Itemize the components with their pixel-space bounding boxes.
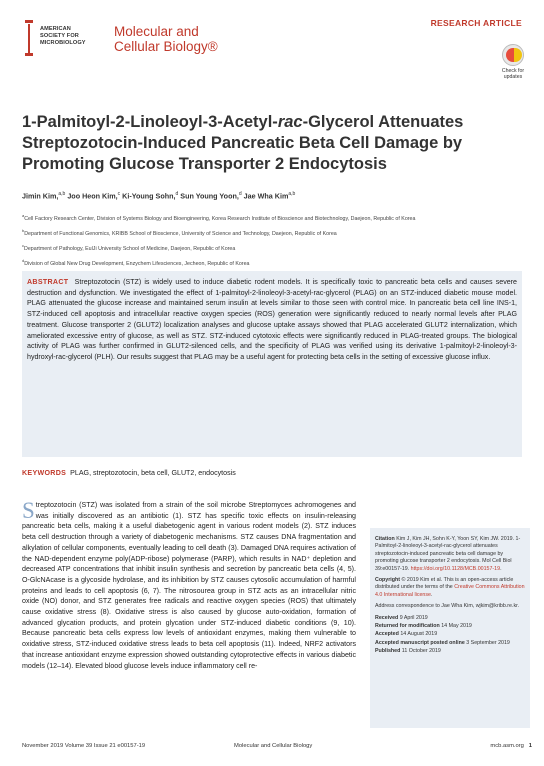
issue-info: November 2019 Volume 39 Issue 21 e00157-19 — [22, 743, 146, 749]
society-name: AMERICAN SOCIETY FOR MICROBIOLOGY — [40, 26, 86, 46]
journal-logo — [22, 20, 242, 64]
keywords-label: KEYWORDS — [22, 469, 67, 477]
body-text — [22, 500, 356, 671]
journal-name: Molecular and Cellular Biology® — [114, 24, 218, 54]
abstract-label: ABSTRACT — [27, 278, 69, 286]
site-link[interactable]: mcb.asm.org — [490, 743, 524, 749]
article-title: 1-Palmitoyl-2-Linoleoyl-3-Acetyl-rac-Glycerol Attenuates Streptozotocin-Induced Pancreatic Beta Cell Damage by Promoting Glucose Transporter 2 Endocytosis — [22, 113, 464, 173]
citation-sidebar — [370, 528, 530, 728]
keywords — [22, 469, 522, 477]
body-paragraph: treptozotocin (STZ) was isolated from a strain of the soil microbe Streptomyces achromogenes and was initially discovered as an antibiotic (1). STZ has specific toxic effects on insulin-releasing pancreatic beta cells, making it a useful diabetogenic agent in various rodent models (2). STZ induces beta cell destruction through a variety of diabetogenic mechanisms. STZ causes DNA fragmentation and alkylation of cellular components, eventually leading to cell death (3). Damaged DNA requires activation of the NAD-dependent enzyme poly(ADP-ribose) polymerase (PARP), which results in NAD⁺ depletion and decreased ATP concentrations that inhibit insulin synthesis and secretion by pancreatic beta cells (4, 5). O-GlcNAcase is a glycoside hydrolase, and its inhibition by STZ causes cytosolic accumulation of harmful proteins and leads to cell apoptosis (6, 7). The nitrosourea group in STZ acts as an intracellular nitric oxide (NO) donor, and STZ generates free radicals and reactive oxygen species (ROS) that ultimately cause oxidative stress (8). Oxidative stress is also caused by glucose auto-oxidation, formation of advanced glycation products, and protein glycation under STZ-induced diabetic conditions (9, 10). Because pancreatic beta cells express low levels of antioxidant enzymes, making them vulnerable to oxidative stress, STZ-induced oxidative stress leads to beta cell apoptosis (11). Indeed, NRF2 activators that increase antioxidant enzyme expression showed outstanding cytoprotective effects in various diabetic models (12–14). Elevated blood glucose levels induce inflammatory cell re- — [22, 501, 356, 670]
doi-link[interactable]: https://doi.org/10.1128/MCB.00157-19 — [410, 565, 501, 572]
crossmark-icon — [502, 44, 524, 66]
article-type-label: RESEARCH ARTICLE — [430, 18, 522, 28]
correspondence: Address correspondence to Jae Wha Kim, wjkim@kribb.re.kr. — [375, 603, 520, 610]
author[interactable]: Sun Young Yoon, — [180, 191, 239, 201]
drop-cap: S — [22, 498, 35, 523]
license-link[interactable]: Creative Commons Attribution 4.0 International license — [375, 584, 525, 598]
author-list: Jimin Kim,$^{a,b}$ Joo Heon Kim,$^c$ Ki-Young Sohn,$^d$ Sun Young Yoon,$^d$ Jae Wha Kim$^{a,b}$ — [22, 191, 296, 201]
affiliation: $^c$Department of Pathology, EulJi University School of Medicine, Daejeon, Republic of Korea — [22, 243, 236, 252]
affiliation: $^a$Cell Factory Research Center, Division of Systems Biology and Bioengineering, Korea Research Institute of Bioscience and Biotechnology, Daejeon, Republic of Korea — [22, 213, 416, 222]
copyright: Copyright © 2019 Kim et al. This is an open-access article distributed under the terms of the Creative Commons Attribution 4.0 International license. — [375, 577, 525, 598]
affiliation: $^b$Department of Functional Genomics, KRIBB School of Bioscience, University of Science and Technology, Daejeon, Republic of Korea — [22, 228, 337, 237]
affiliation-list — [22, 210, 532, 270]
article-dates — [375, 615, 525, 656]
date-row: Accepted manuscript posted online 3 September 2019 — [375, 639, 510, 646]
author[interactable]: Jae Wha Kim — [243, 191, 289, 201]
check-for-updates-label: Check for updates — [501, 68, 525, 80]
affiliation: $^d$Division of Global New Drug Development, Enzychem Lifesciences, Jecheon, Republic of Korea — [22, 258, 250, 267]
date-row: Returned for modification 14 May 2019 — [375, 623, 472, 630]
journal-footer-name: Molecular and Cellular Biology — [234, 743, 313, 749]
abstract-text: Streptozotocin (STZ) is widely used to induce diabetic rodent models. It is specifically toxic to pancreatic beta cells and causes severe destruction and dysfunction. We investigated the effect of 1-palmitoyl-2-linoleoyl-3-acetyl-rac-glycerol (PLAG) on an STZ-induced diabetic mouse model. PLAG attenuated the glucose increase and maintained serum insulin at levels similar to those seen with control mice. In pancreatic beta cell line INS-1, STZ-induced cell apoptosis and intracellular reactive oxygen species (ROS) generation were significantly reduced to nearly normal levels after PLAG treatment. Glucose transporter 2 (GLUT2) localization analyses and glucose uptake assays showed that PLAG accelerated GLUT2 internalization, which ameliorated excessive entry of glucose, as well as STZ. STZ-induced cytotoxic effects were significantly reduced in PLAG-treated groups. The biological activity of PLAG was further confirmed in GLUT2-silenced cells, and the specificity of PLAG was verified using its derivative 1-palmitoyl-2-linoleoyl-3-hydroxyl-rac-glycerol (PLH). Our results suggest that PLAG may be a useful agent for protecting beta cells in the setting of excessive glucose influx. — [27, 278, 517, 361]
keywords-text: PLAG, streptozotocin, beta cell, GLUT2, endocytosis — [70, 469, 236, 477]
author[interactable]: Ki-Young Sohn, — [122, 191, 176, 201]
check-for-updates-badge[interactable] — [498, 44, 528, 84]
date-row: Accepted 14 August 2019 — [375, 631, 438, 638]
page-number: 1 — [528, 743, 532, 749]
date-row: Published 11 October 2019 — [375, 648, 441, 655]
author[interactable]: Joo Heon Kim, — [67, 191, 118, 201]
footer-site-page — [490, 743, 532, 749]
date-row: Received 9 April 2019 — [375, 614, 428, 621]
author[interactable]: Jimin Kim, — [22, 191, 59, 201]
abstract-box — [22, 271, 522, 457]
asm-emblem-icon — [22, 20, 36, 56]
citation: Citation Kim J, Kim JH, Sohn K-Y, Yoon SY, Kim JW. 2019. 1-Palmitoyl-2-linoleoyl-3-acetyl-rac-glycerol attenuates streptozotocin-induced pancreatic beta cell damage by promoting glucose transporter 2 endocytosis. Mol Cell Biol 39:e00157-19. https://doi.org/10.1128/MCB.00157-19. — [375, 536, 521, 572]
